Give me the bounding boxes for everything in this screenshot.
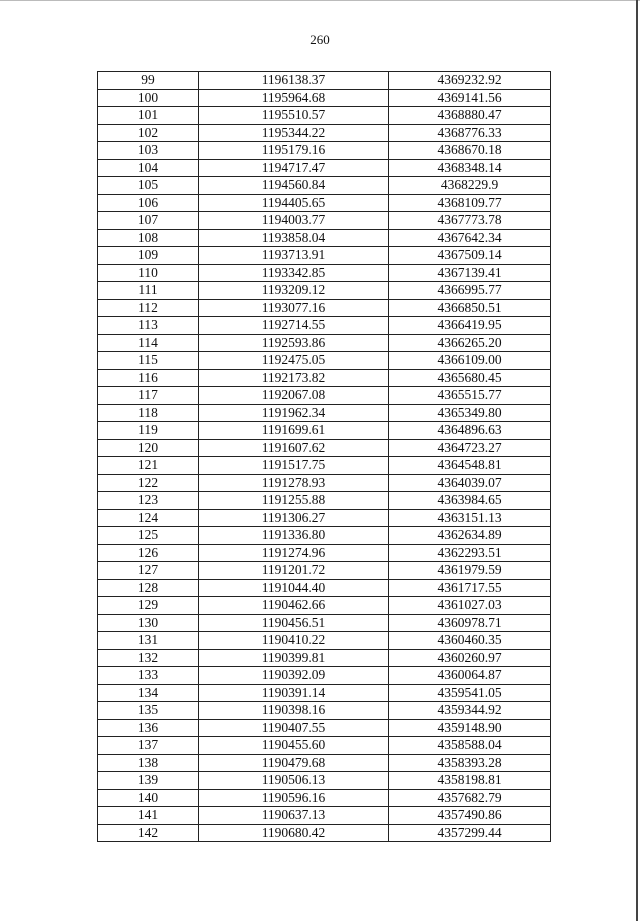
point-number-cell: 129 <box>98 597 199 615</box>
point-number-cell: 141 <box>98 807 199 825</box>
point-number-cell: 134 <box>98 684 199 702</box>
table-row <box>98 667 551 685</box>
point-number-cell: 106 <box>98 194 199 212</box>
point-number-cell: 117 <box>98 387 199 405</box>
point-number-cell: 124 <box>98 509 199 527</box>
y-coordinate-cell: 4364548.81 <box>389 457 551 475</box>
y-coordinate-cell: 4368109.77 <box>389 194 551 212</box>
point-number-cell: 140 <box>98 789 199 807</box>
x-coordinate-cell: 1194405.65 <box>199 194 389 212</box>
table-row <box>98 247 551 265</box>
point-number-cell: 101 <box>98 107 199 125</box>
y-coordinate-cell: 4362293.51 <box>389 544 551 562</box>
y-coordinate-cell: 4357682.79 <box>389 789 551 807</box>
x-coordinate-cell: 1190456.51 <box>199 614 389 632</box>
table-row <box>98 772 551 790</box>
x-coordinate-cell: 1190398.16 <box>199 702 389 720</box>
x-coordinate-cell: 1190399.81 <box>199 649 389 667</box>
x-coordinate-cell: 1192714.55 <box>199 317 389 335</box>
point-number-cell: 133 <box>98 667 199 685</box>
x-coordinate-cell: 1191274.96 <box>199 544 389 562</box>
point-number-cell: 121 <box>98 457 199 475</box>
y-coordinate-cell: 4367773.78 <box>389 212 551 230</box>
table-row <box>98 614 551 632</box>
table-row <box>98 317 551 335</box>
x-coordinate-cell: 1193077.16 <box>199 299 389 317</box>
y-coordinate-cell: 4364896.63 <box>389 422 551 440</box>
y-coordinate-cell: 4364723.27 <box>389 439 551 457</box>
x-coordinate-cell: 1191517.75 <box>199 457 389 475</box>
point-number-cell: 115 <box>98 352 199 370</box>
table-row <box>98 404 551 422</box>
y-coordinate-cell: 4363984.65 <box>389 492 551 510</box>
scan-right-edge <box>636 0 638 921</box>
point-number-cell: 116 <box>98 369 199 387</box>
table-row <box>98 457 551 475</box>
x-coordinate-cell: 1191607.62 <box>199 439 389 457</box>
point-number-cell: 131 <box>98 632 199 650</box>
x-coordinate-cell: 1195179.16 <box>199 142 389 160</box>
y-coordinate-cell: 4368670.18 <box>389 142 551 160</box>
table-row <box>98 282 551 300</box>
table-row <box>98 789 551 807</box>
table-row <box>98 579 551 597</box>
y-coordinate-cell: 4368348.14 <box>389 159 551 177</box>
point-number-cell: 125 <box>98 527 199 545</box>
point-number-cell: 114 <box>98 334 199 352</box>
point-number-cell: 123 <box>98 492 199 510</box>
x-coordinate-cell: 1191201.72 <box>199 562 389 580</box>
x-coordinate-cell: 1196138.37 <box>199 72 389 90</box>
point-number-cell: 126 <box>98 544 199 562</box>
x-coordinate-cell: 1190479.68 <box>199 754 389 772</box>
point-number-cell: 111 <box>98 282 199 300</box>
table-row <box>98 334 551 352</box>
y-coordinate-cell: 4359541.05 <box>389 684 551 702</box>
page-number: 260 <box>310 32 330 47</box>
table-row <box>98 702 551 720</box>
x-coordinate-cell: 1193858.04 <box>199 229 389 247</box>
point-number-cell: 110 <box>98 264 199 282</box>
y-coordinate-cell: 4366265.20 <box>389 334 551 352</box>
x-coordinate-cell: 1193713.91 <box>199 247 389 265</box>
y-coordinate-cell: 4360260.97 <box>389 649 551 667</box>
y-coordinate-cell: 4361717.55 <box>389 579 551 597</box>
y-coordinate-cell: 4360978.71 <box>389 614 551 632</box>
x-coordinate-cell: 1195510.57 <box>199 107 389 125</box>
table-row <box>98 422 551 440</box>
x-coordinate-cell: 1191336.80 <box>199 527 389 545</box>
table-row <box>98 299 551 317</box>
y-coordinate-cell: 4363151.13 <box>389 509 551 527</box>
point-number-cell: 100 <box>98 89 199 107</box>
y-coordinate-cell: 4369232.92 <box>389 72 551 90</box>
y-coordinate-cell: 4366850.51 <box>389 299 551 317</box>
point-number-cell: 119 <box>98 422 199 440</box>
table-row <box>98 107 551 125</box>
point-number-cell: 99 <box>98 72 199 90</box>
table-row <box>98 124 551 142</box>
y-coordinate-cell: 4366995.77 <box>389 282 551 300</box>
point-number-cell: 107 <box>98 212 199 230</box>
y-coordinate-cell: 4360460.35 <box>389 632 551 650</box>
point-number-cell: 118 <box>98 404 199 422</box>
point-number-cell: 128 <box>98 579 199 597</box>
x-coordinate-cell: 1193209.12 <box>199 282 389 300</box>
x-coordinate-cell: 1193342.85 <box>199 264 389 282</box>
y-coordinate-cell: 4361027.03 <box>389 597 551 615</box>
x-coordinate-cell: 1191306.27 <box>199 509 389 527</box>
x-coordinate-cell: 1191699.61 <box>199 422 389 440</box>
x-coordinate-cell: 1190596.16 <box>199 789 389 807</box>
y-coordinate-cell: 4367509.14 <box>389 247 551 265</box>
table-row <box>98 387 551 405</box>
table-row <box>98 439 551 457</box>
x-coordinate-cell: 1192067.08 <box>199 387 389 405</box>
y-coordinate-cell: 4358588.04 <box>389 737 551 755</box>
x-coordinate-cell: 1190462.66 <box>199 597 389 615</box>
table-row <box>98 562 551 580</box>
table-row <box>98 89 551 107</box>
coordinates-table <box>97 71 551 842</box>
y-coordinate-cell: 4365349.80 <box>389 404 551 422</box>
x-coordinate-cell: 1190391.14 <box>199 684 389 702</box>
point-number-cell: 142 <box>98 824 199 842</box>
table-row <box>98 194 551 212</box>
point-number-cell: 139 <box>98 772 199 790</box>
table-row <box>98 492 551 510</box>
table-row <box>98 509 551 527</box>
table-row <box>98 527 551 545</box>
y-coordinate-cell: 4365680.45 <box>389 369 551 387</box>
y-coordinate-cell: 4361979.59 <box>389 562 551 580</box>
point-number-cell: 136 <box>98 719 199 737</box>
x-coordinate-cell: 1194717.47 <box>199 159 389 177</box>
point-number-cell: 137 <box>98 737 199 755</box>
y-coordinate-cell: 4368776.33 <box>389 124 551 142</box>
point-number-cell: 113 <box>98 317 199 335</box>
y-coordinate-cell: 4368229.9 <box>389 177 551 195</box>
point-number-cell: 102 <box>98 124 199 142</box>
y-coordinate-cell: 4359148.90 <box>389 719 551 737</box>
point-number-cell: 120 <box>98 439 199 457</box>
point-number-cell: 112 <box>98 299 199 317</box>
y-coordinate-cell: 4358198.81 <box>389 772 551 790</box>
table-row <box>98 264 551 282</box>
x-coordinate-cell: 1194003.77 <box>199 212 389 230</box>
y-coordinate-cell: 4364039.07 <box>389 474 551 492</box>
y-coordinate-cell: 4360064.87 <box>389 667 551 685</box>
table-row <box>98 632 551 650</box>
x-coordinate-cell: 1192593.86 <box>199 334 389 352</box>
table-row <box>98 72 551 90</box>
point-number-cell: 103 <box>98 142 199 160</box>
x-coordinate-cell: 1190410.22 <box>199 632 389 650</box>
x-coordinate-cell: 1195344.22 <box>199 124 389 142</box>
point-number-cell: 135 <box>98 702 199 720</box>
y-coordinate-cell: 4358393.28 <box>389 754 551 772</box>
table-row <box>98 719 551 737</box>
table-row <box>98 544 551 562</box>
table-row <box>98 212 551 230</box>
x-coordinate-cell: 1190392.09 <box>199 667 389 685</box>
y-coordinate-cell: 4365515.77 <box>389 387 551 405</box>
x-coordinate-cell: 1190455.60 <box>199 737 389 755</box>
table-row <box>98 474 551 492</box>
scan-top-edge <box>0 0 640 1</box>
table-row <box>98 229 551 247</box>
y-coordinate-cell: 4368880.47 <box>389 107 551 125</box>
y-coordinate-cell: 4367139.41 <box>389 264 551 282</box>
point-number-cell: 132 <box>98 649 199 667</box>
point-number-cell: 109 <box>98 247 199 265</box>
x-coordinate-cell: 1191962.34 <box>199 404 389 422</box>
table-row <box>98 684 551 702</box>
point-number-cell: 127 <box>98 562 199 580</box>
table-row <box>98 737 551 755</box>
point-number-cell: 130 <box>98 614 199 632</box>
x-coordinate-cell: 1190506.13 <box>199 772 389 790</box>
table-row <box>98 352 551 370</box>
table-row <box>98 177 551 195</box>
point-number-cell: 105 <box>98 177 199 195</box>
point-number-cell: 108 <box>98 229 199 247</box>
y-coordinate-cell: 4366109.00 <box>389 352 551 370</box>
x-coordinate-cell: 1191278.93 <box>199 474 389 492</box>
point-number-cell: 138 <box>98 754 199 772</box>
table-row <box>98 754 551 772</box>
table-row <box>98 369 551 387</box>
coordinates-table-body <box>98 72 551 842</box>
x-coordinate-cell: 1191255.88 <box>199 492 389 510</box>
x-coordinate-cell: 1192475.05 <box>199 352 389 370</box>
x-coordinate-cell: 1192173.82 <box>199 369 389 387</box>
x-coordinate-cell: 1194560.84 <box>199 177 389 195</box>
x-coordinate-cell: 1190407.55 <box>199 719 389 737</box>
x-coordinate-cell: 1190637.13 <box>199 807 389 825</box>
point-number-cell: 104 <box>98 159 199 177</box>
y-coordinate-cell: 4362634.89 <box>389 527 551 545</box>
y-coordinate-cell: 4357299.44 <box>389 824 551 842</box>
y-coordinate-cell: 4366419.95 <box>389 317 551 335</box>
table-row <box>98 159 551 177</box>
table-row <box>98 597 551 615</box>
x-coordinate-cell: 1190680.42 <box>199 824 389 842</box>
y-coordinate-cell: 4359344.92 <box>389 702 551 720</box>
point-number-cell: 122 <box>98 474 199 492</box>
y-coordinate-cell: 4367642.34 <box>389 229 551 247</box>
x-coordinate-cell: 1195964.68 <box>199 89 389 107</box>
y-coordinate-cell: 4369141.56 <box>389 89 551 107</box>
x-coordinate-cell: 1191044.40 <box>199 579 389 597</box>
table-row <box>98 142 551 160</box>
table-row <box>98 807 551 825</box>
y-coordinate-cell: 4357490.86 <box>389 807 551 825</box>
table-row <box>98 824 551 842</box>
table-row <box>98 649 551 667</box>
